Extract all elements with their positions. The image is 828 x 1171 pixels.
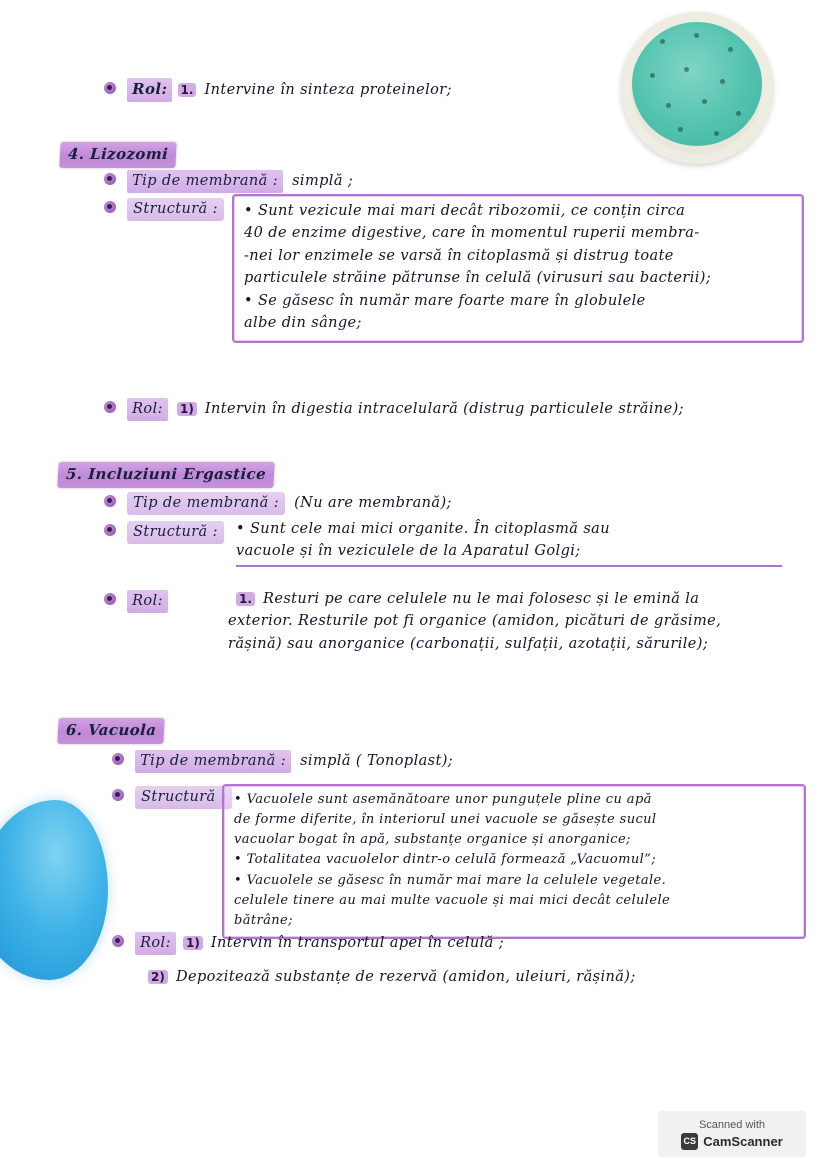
list-marker: 1.	[178, 83, 197, 97]
bullet-icon	[104, 495, 116, 507]
bullet-icon	[104, 201, 116, 213]
membrane-label: Tip de membrană :	[127, 492, 285, 515]
structure-line: 40 de enzime digestive, care în momentul ruperii membra-	[244, 225, 700, 242]
structure-line: de forme diferite, în interiorul unei vacuole se găsește sucul	[234, 812, 657, 828]
structure-line: celulele tinere au mai multe vacuole și mai mici decât celulele	[234, 892, 671, 908]
vacuola-role-row-2	[148, 966, 808, 988]
role-label: Rol:	[127, 398, 168, 421]
structure-line: vacuolar bogat în apă, substanțe organice și anorganice;	[234, 832, 631, 848]
bullet-icon	[112, 935, 124, 947]
watermark-top-text: Scanned with	[698, 1118, 766, 1131]
structure-label: Structură :	[127, 198, 224, 221]
list-marker: 1)	[177, 402, 197, 416]
structure-line: • Se găsesc în număr mare foarte mare în globulele	[244, 292, 646, 309]
vacuola-structure-box	[222, 784, 806, 939]
structure-line: particulele străine pătrunse în celulă (virusuri sau bacterii);	[244, 270, 712, 287]
membrane-label: Tip de membrană :	[135, 750, 291, 773]
incluziuni-membrane-row	[104, 492, 452, 515]
list-marker: 1)	[183, 936, 203, 950]
bullet-icon	[104, 524, 116, 536]
blue-object-photo	[0, 800, 108, 980]
heading-vacuola-text: 6. Vacuola	[57, 718, 165, 744]
bullet-icon	[104, 82, 116, 94]
lizozomi-membrane-row	[104, 170, 353, 193]
incluziuni-structure-label-row	[104, 521, 224, 544]
structure-label: Structură :	[127, 521, 224, 544]
list-marker: 2)	[148, 970, 168, 984]
vacuola-membrane-row	[112, 750, 453, 773]
incluziuni-role-row	[104, 590, 168, 613]
structure-line: • Vacuolele sunt asemănătoare unor punguțele pline cu apă	[234, 792, 652, 807]
camscanner-logo-icon: CS	[681, 1133, 698, 1150]
structure-line: -nei lor enzimele se varsă în citoplasmă și distrug toate	[244, 247, 674, 264]
role-item-text: Intervin în transportul apei în celulă ;	[210, 935, 505, 951]
lizozomi-structure-box	[232, 194, 804, 343]
role-label: Rol:	[127, 590, 168, 613]
membrane-value: simplă ( Tonoplast);	[300, 753, 454, 769]
role-item-text: Depozitează substanțe de rezervă (amidon, uleiuri, rășină);	[175, 969, 636, 985]
role-label: Rol:	[135, 932, 176, 955]
heading-incluziuni	[58, 462, 274, 488]
structure-line: bătrâne;	[234, 912, 293, 928]
bullet-icon	[112, 753, 124, 765]
section-rol-ribozomi	[104, 78, 664, 102]
bullet-icon	[104, 593, 116, 605]
role-item-text: Intervin în digestia intracelulară (distrug particulele străine);	[204, 401, 684, 417]
heading-lizozomi-text: 4. Lizozomi	[59, 142, 177, 168]
structure-line: • Sunt vezicule mai mari decât ribozomii, ce conțin circa	[244, 203, 686, 219]
bullet-icon	[112, 789, 124, 801]
structure-line: • Vacuolele se găsesc în număr mai mare la celulele vegetale.	[234, 872, 667, 888]
rol-item-text: Intervine în sinteza proteinelor;	[204, 82, 452, 98]
structure-line: vacuole și în veziculele de la Aparatul Golgi;	[236, 540, 782, 566]
list-marker: 1.	[236, 592, 255, 606]
lizozomi-structure-label-row	[104, 198, 224, 221]
vacuola-structure-label-row	[112, 786, 232, 809]
heading-vacuola	[58, 718, 164, 744]
rol-label: Rol:	[127, 78, 172, 102]
watermark-app-name: CamScanner	[703, 1133, 783, 1149]
bullet-icon	[104, 401, 116, 413]
membrane-value: (Nu are membrană);	[294, 495, 452, 511]
vacuola-role-row	[112, 932, 792, 955]
camscanner-watermark	[658, 1111, 806, 1157]
membrane-label: Tip de membrană :	[127, 170, 283, 193]
role-item-text: Resturi pe care celulele nu le mai folosesc și le emină la	[263, 591, 700, 607]
incluziuni-role-lines	[228, 588, 796, 655]
heading-lizozomi	[60, 142, 176, 168]
role-item-text: exterior. Resturile pot fi organice (amidon, picături de grăsime,	[228, 613, 722, 630]
bullet-icon	[104, 173, 116, 185]
structure-line: albe din sânge;	[244, 315, 362, 332]
heading-incluziuni-text: 5. Incluziuni Ergastice	[57, 462, 274, 488]
lizozomi-role-row	[104, 398, 804, 421]
incluziuni-structure-box	[236, 518, 782, 567]
structure-line: • Sunt cele mai mici organite. În citoplasmă sau	[236, 521, 610, 537]
membrane-value: simplă ;	[292, 173, 354, 189]
role-item-text: rășină) sau anorganice (carbonații, sulfații, azotații, sărurile);	[228, 635, 709, 652]
structure-line: • Totalitatea vacuolelor dintr-o celulă formează „Vacuomul”;	[234, 852, 656, 868]
structure-label: Structură :	[135, 786, 232, 809]
